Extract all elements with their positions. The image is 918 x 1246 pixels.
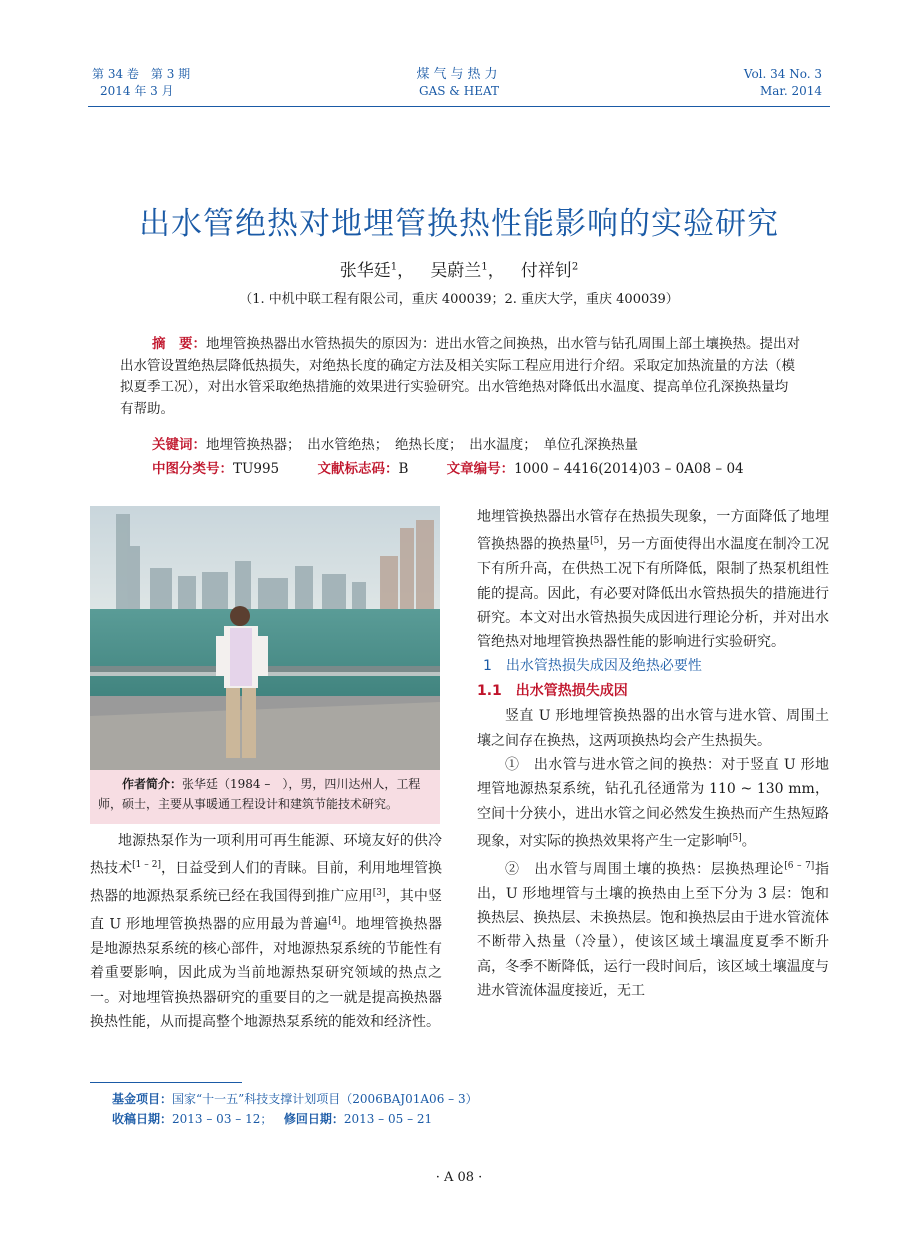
fund-text: 国家“十一五”科技支撑计划项目（2006BAJ01A06 – 3）: [172, 1092, 478, 1106]
classification-line: [152, 457, 744, 477]
keywords-text: 地埋管换热器； 出水管绝热； 绝热长度； 出水温度； 单位孔深换热量: [206, 437, 638, 453]
fund-label: 基金项目：: [112, 1092, 173, 1106]
author-affil-mark: 1: [390, 261, 398, 273]
author-list: 张华廷$^1$， 吴蔚兰$^1$， 付祥钊$^2$: [339, 261, 579, 281]
text-run: ② 出水管与周围土壤的换热：层换热理论: [505, 861, 785, 878]
text-run: 地埋管换热器出水管存在热损失现象，一方面降低了地埋管换热器的换热量: [477, 509, 829, 553]
citation: [5]: [590, 536, 603, 547]
author-name: 吴蔚兰: [430, 261, 482, 281]
revised-date: 2013 – 05 – 21: [343, 1112, 433, 1126]
citation: [4]: [328, 916, 341, 927]
abstract: [120, 334, 800, 420]
keywords-label: 关键词：: [152, 437, 206, 453]
bio-label: 作者简介：: [122, 777, 183, 791]
author-affil-mark: 2: [571, 261, 579, 273]
abstract-text: 地埋管换热器出水管热损失的原因为：进出水管之间换热，出水管与钻孔周围上部土壤换热。提出对出水管设置绝热层降低热损失，对绝热长度的确定方法及相关实际工程应用进行介绍。采取定加热流量的方法（模拟夏季工况），对出水管采取绝热措施的效果进行实验研究。出水管绝热对降低出水温度、提高单位孔深换热量均有帮助。: [120, 336, 800, 417]
subsection-heading: 1.1 出水管热损失成因: [477, 683, 628, 700]
citation: [3]: [372, 888, 386, 899]
doc-code-label: 文献标志码：: [317, 461, 399, 477]
journal-name-en: GAS & HEAT: [418, 84, 500, 98]
journal-name-cn: 煤气与热力: [416, 67, 502, 82]
text-run: ，日益受到人们的青睐。目前，利用地埋管换热器的地源热泵系统已经在我国得到推广应用: [90, 860, 443, 905]
clc-label: 中图分类号：: [152, 461, 233, 477]
received-date: 2013 – 03 – 12；: [172, 1112, 273, 1126]
dates-note: [112, 1110, 432, 1129]
author-name: 张华廷: [339, 261, 391, 281]
text-run: ① 出水管与进水管之间的换热：对于竖直 U 形地埋管地源热泵系统，钻孔孔径通常为 110 ~ 130 mm，空间十分狭小，进出水管之间必然发生换热而产生热短路现象，对实际的换热效果将产生一定影响: [477, 757, 829, 850]
body-paragraph: [477, 505, 829, 654]
author-photo: [90, 506, 440, 770]
article-number-value: 1000 – 4416(2014)03 – 0A08 – 04: [514, 461, 744, 477]
article-title: 出水管绝热对地埋管换热性能影响的实验研究: [139, 206, 779, 242]
page-number: · A 08 ·: [435, 1170, 483, 1185]
citation: [6 – 7]: [784, 860, 815, 871]
intro-paragraph: [90, 829, 442, 1034]
journal-volume-en: [744, 66, 822, 100]
text-run: 地源热泵作为一项利用可再生能源、环境友好的供冷热技术: [90, 833, 442, 877]
affiliation: （1. 中机中联工程有限公司，重庆 400039；2. 重庆大学，重庆 400039）: [239, 292, 679, 307]
body-paragraph: 竖直 U 形地埋管换热器的出水管与进水管、周围土壤之间存在换热，这两项换热均会产生热损失。: [477, 708, 829, 749]
header-rule: [88, 106, 830, 107]
bio-text: 张华廷（1984 – ），男，四川达州人，工程师，硕士，主要从事暖通工程设计和建筑节能技术研究。: [98, 777, 421, 811]
body-paragraph: [477, 854, 829, 1003]
text-run: 。: [741, 833, 756, 850]
citation: [5]: [729, 832, 742, 843]
fund-note: [112, 1090, 478, 1109]
revised-label: 修回日期：: [283, 1112, 344, 1126]
author-name: 付祥钊: [520, 261, 572, 281]
received-label: 收稿日期：: [112, 1112, 173, 1126]
date-line: 2014 年 3 月: [100, 84, 174, 98]
text-run: ，另一方面使得出水温度在制冷工况下有所升高，在供热工况下有所降低，限制了热泵机组性能的提高。因此，有必要对降低出水管热损失的措施进行研究。本文对出水管热损失成因进行理论分析，并对出水管绝热对地埋管换热器性能的影响进行实验研究。: [477, 536, 830, 651]
author-photo-image: [90, 506, 440, 770]
body-right-column: [477, 505, 829, 1003]
body-left-column: [90, 829, 442, 1034]
keywords: [152, 433, 638, 453]
abstract-label: 摘 要：: [152, 336, 206, 352]
citation: [1 – 2]: [132, 860, 161, 871]
volume-en-line: Vol. 34 No. 3: [743, 67, 822, 81]
article-number-label: 文章编号：: [446, 461, 515, 477]
author-bio: [90, 770, 440, 824]
body-paragraph: [477, 753, 829, 854]
text-run: 指出，U 形地埋管与土壤的换热由上至下分为 3 层：饱和换热层、换热层、未换热层。饱和换热层由于进水管流体不断带入热量（冷量），使该区域土壤温度夏季不断升高，冬季不断降低，运行一段时间后，该区域土壤温度与进水管流体温度接近，无工: [477, 861, 830, 1000]
clc-value: TU995: [233, 461, 280, 477]
doc-code-value: B: [398, 461, 409, 477]
footnote-rule: [90, 1082, 242, 1083]
text-run: 。地埋管换热器是地源热泵系统的核心部件，对地源热泵系统的节能性有着重要影响，因此成为当前地源热泵研究领域的热点之一。对地埋管换热器研究的重要目的之一就是提高换热器换热性能，从而提高整个地源热泵系统的能效和经济性。: [90, 916, 442, 1031]
section-heading: 1 出水管热损失成因及绝热必要性: [483, 658, 702, 675]
text-run: ，其中竖直 U 形地埋管换热器的应用最为普遍: [90, 888, 443, 933]
date-en-line: Mar. 2014: [759, 84, 822, 98]
author-affil-mark: 1: [481, 261, 488, 273]
volume-issue-line: 第 34 卷 第 3 期: [92, 67, 191, 81]
